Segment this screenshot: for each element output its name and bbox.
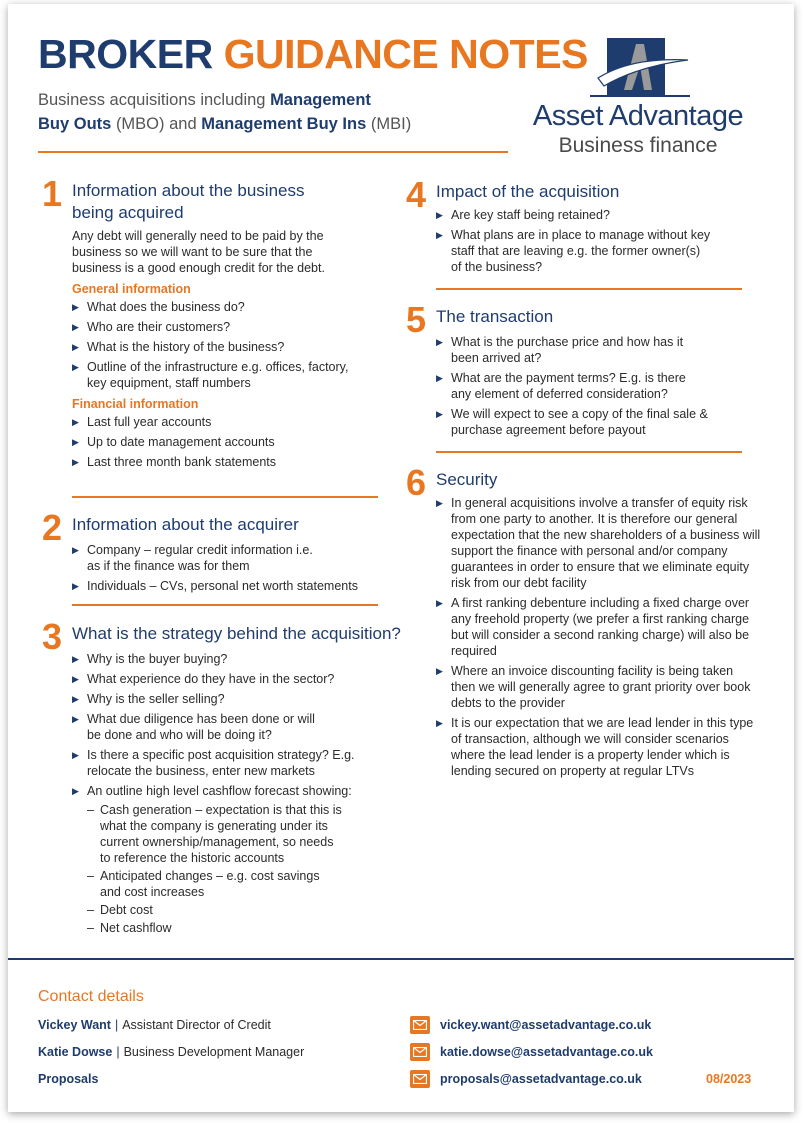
section-intro: Any debt will generally need to be paid by the business so we will want to be sure that the business is a good enough credit for the debt. — [72, 229, 325, 275]
transaction-list — [436, 334, 756, 438]
section-title: Security — [436, 470, 498, 489]
section-divider — [436, 288, 742, 290]
section-title: The transaction — [436, 307, 554, 326]
list-item: ▶ What is the history of the business? — [72, 339, 362, 355]
general-list — [72, 299, 362, 391]
document-title — [38, 30, 588, 78]
section-number: 6 — [406, 462, 427, 503]
title-part-2: GUIDANCE NOTES — [223, 31, 588, 77]
list-item: ▶ Company – regular credit information i.e. as if the finance was for them — [72, 542, 327, 574]
sub-list-item: – Cash generation – expectation is that this is what the company is generating under its current ownership/management, so needs to reference the historic accounts — [87, 802, 345, 866]
title-part-1: BROKER — [38, 31, 213, 77]
section-divider — [72, 604, 378, 606]
email-link-2[interactable] — [410, 1043, 653, 1061]
list-item: ▶ What is the purchase price and how has it been arrived at? — [436, 334, 706, 366]
contact-title: Contact details — [38, 988, 144, 1005]
list-item: ▶ Are key staff being retained? — [436, 207, 756, 223]
section-number: 4 — [406, 174, 427, 215]
list-item: ▶ We will expect to see a copy of the final sale & purchase agreement before payout — [436, 406, 711, 438]
document-subtitle: Business acquisitions including Management Buy Outs (MBO) and Management Buy Ins (MBI) — [38, 91, 412, 133]
sub-list-item: – Debt cost — [87, 902, 392, 918]
acquirer-list — [72, 542, 382, 594]
section-4 — [406, 174, 756, 279]
section-number: 2 — [42, 507, 63, 548]
contact-name: Proposals — [38, 1072, 99, 1086]
contact-row-2: Katie Dowse | Business Development Manager — [38, 1045, 305, 1059]
cashflow-sublist — [87, 802, 392, 936]
section-title: Information about the business being acquired — [72, 181, 305, 222]
list-item: ▶ Is there a specific post acquisition strategy? E.g. relocate the business, enter new markets — [72, 747, 357, 779]
list-item: ▶ A first ranking debenture including a fixed charge over any freehold property (we prefer a first ranking charge but will consider a second ranking charge) will also be required — [436, 595, 756, 659]
list-item: ▶ What does the business do? — [72, 299, 362, 315]
section-number: 3 — [42, 616, 63, 657]
section-divider — [436, 451, 742, 453]
email-address[interactable]: katie.dowse@assetadvantage.co.uk — [440, 1045, 653, 1059]
subheading-financial: Financial information — [72, 397, 199, 411]
contact-role: Assistant Director of Credit — [122, 1018, 271, 1032]
envelope-icon — [410, 1016, 430, 1034]
email-link-1[interactable] — [410, 1016, 651, 1034]
security-list — [436, 495, 762, 779]
sub-list-item: – Anticipated changes – e.g. cost savings and cost increases — [87, 868, 335, 900]
list-item: ▶ Up to date management accounts — [72, 434, 362, 450]
section-2 — [42, 507, 382, 598]
envelope-icon — [410, 1070, 430, 1088]
company-logo — [520, 34, 770, 162]
email-link-3[interactable] — [410, 1070, 642, 1088]
section-divider — [72, 496, 378, 498]
section-6 — [406, 462, 762, 783]
logo-tagline: Business finance — [558, 134, 718, 157]
section-number: 5 — [406, 299, 427, 340]
envelope-icon — [410, 1043, 430, 1061]
email-address[interactable]: proposals@assetadvantage.co.uk — [440, 1072, 642, 1086]
list-item: ▶ Who are their customers? — [72, 319, 362, 335]
section-title: Information about the acquirer — [72, 515, 299, 534]
email-address[interactable]: vickey.want@assetadvantage.co.uk — [440, 1018, 652, 1032]
section-number: 1 — [42, 173, 63, 214]
strategy-list — [72, 651, 392, 936]
list-item: ▶ What experience do they have in the sector? — [72, 671, 392, 687]
section-3 — [42, 616, 401, 940]
list-item: ▶ What due diligence has been done or will be done and who will be doing it? — [72, 711, 327, 743]
impact-list — [436, 207, 756, 275]
list-item: ▶ Why is the seller selling? — [72, 691, 392, 707]
contact-name: Vickey Want — [38, 1018, 111, 1032]
list-item: ▶ Outline of the infrastructure e.g. offices, factory, key equipment, staff numbers — [72, 359, 362, 391]
list-item: ▶ Last three month bank statements — [72, 454, 362, 470]
list-item: ▶ In general acquisitions involve a transfer of equity risk from one party to another. It is therefore our general expectation that the new shareholders of a business will support the finance with personal and/or company guarantees in order to ensure that we eliminate equity risk from our debt facility — [436, 495, 762, 591]
list-item: ▶ An outline high level cashflow forecast showing: – Cash generation – expectation is that this is what the company is generating under its current ownership/management, so needs to reference the historic accounts – Anticipated changes – e.g. cost savings and cost increases – Debt cost – Net cashflow — [72, 783, 392, 936]
list-item: ▶ What are the payment terms? E.g. is there any element of deferred consideration? — [436, 370, 706, 402]
list-item: ▶ It is our expectation that we are lead lender in this type of transaction, although we will consider scenarios where the lead lender is a property lender which is lending secured on property at regular LTVs — [436, 715, 756, 779]
list-item: ▶ Why is the buyer buying? — [72, 651, 392, 667]
list-item: ▶ Where an invoice discounting facility is being taken then we will generally agree to grant priority over book debts to the provider — [436, 663, 756, 711]
logo-name: Asset Advantage — [532, 100, 744, 132]
section-5 — [406, 299, 756, 442]
logo-mark-icon — [520, 34, 756, 100]
section-1 — [42, 173, 362, 474]
financial-list — [72, 414, 362, 470]
contact-role: Business Development Manager — [123, 1045, 305, 1059]
contact-name: Katie Dowse — [38, 1045, 113, 1059]
subheading-general: General information — [72, 282, 191, 296]
list-item: ▶ What plans are in place to manage without key staff that are leaving e.g. the former owner(s) of the business? — [436, 227, 713, 275]
header-divider — [38, 151, 508, 153]
list-item: ▶ Individuals – CVs, personal net worth statements — [72, 578, 382, 594]
contact-row-3 — [38, 1072, 98, 1086]
sub-list-item: – Net cashflow — [87, 920, 392, 936]
contact-row-1: Vickey Want | Assistant Director of Credit — [38, 1018, 271, 1032]
document-date: 08/2023 — [706, 1072, 752, 1086]
footer-divider — [8, 958, 794, 960]
section-title: Impact of the acquisition — [436, 182, 620, 201]
list-item: ▶ Last full year accounts — [72, 414, 362, 430]
section-title: What is the strategy behind the acquisition? — [72, 624, 401, 643]
